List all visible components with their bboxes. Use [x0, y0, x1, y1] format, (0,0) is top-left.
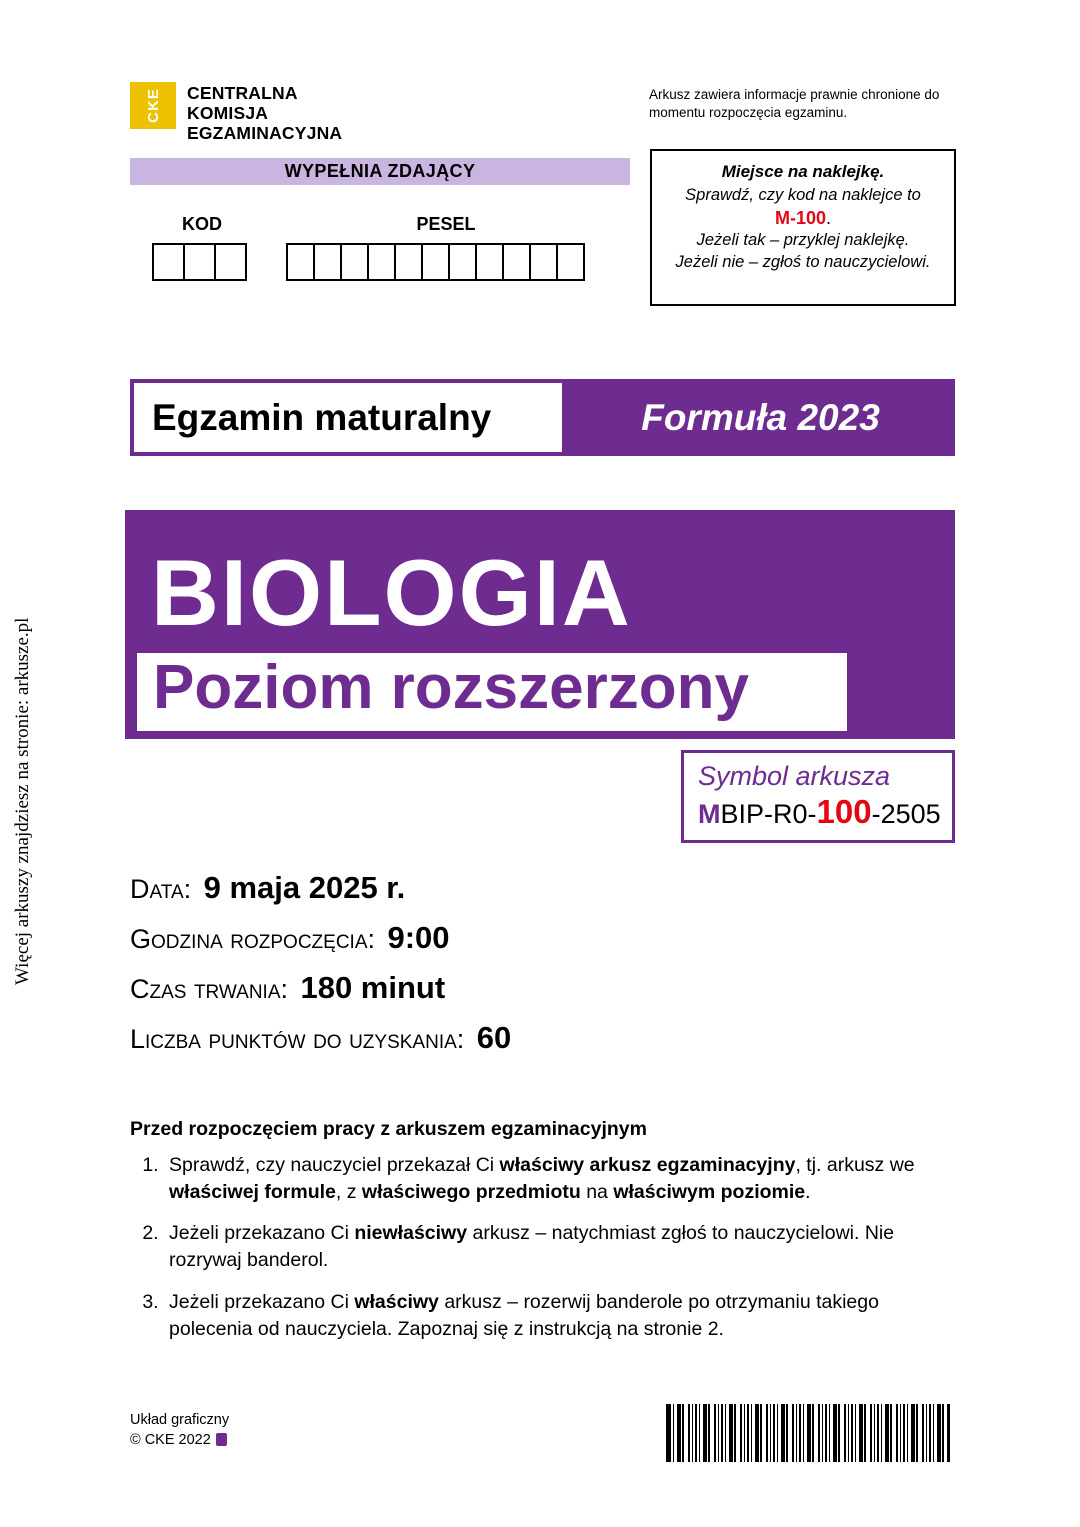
- sticker-title: Miejsce na naklejkę.: [721, 162, 885, 181]
- pesel-cell[interactable]: [421, 243, 450, 281]
- subject-title: BIOLOGIA: [151, 540, 632, 645]
- sticker-line-1: Sprawdź, czy kod na naklejce to: [685, 186, 921, 204]
- pesel-cell[interactable]: [502, 243, 531, 281]
- date-value: 9 maja 2025 r.: [203, 870, 406, 905]
- legal-notice: Arkusz zawiera informacje prawnie chronione do momentu rozpoczęcia egzaminu.: [649, 87, 940, 120]
- level-title: Poziom rozszerzony: [153, 653, 749, 723]
- symbol-code-suffix: -2505: [871, 799, 941, 829]
- instruction-item-1: 1. Sprawdź, czy nauczyciel przekazał Ci właściwy arkusz egzaminacyjny, tj. arkusz we właściwej formule, z właściwego przedmiotu na właściwym poziomie.: [164, 1152, 948, 1205]
- layout-credit-line-1: Układ graficzny: [130, 1412, 230, 1428]
- start-time-label: Godzina rozpoczęcia:: [130, 924, 376, 954]
- cke-logo-acronym: CKE: [144, 88, 162, 123]
- subject-block: [125, 510, 955, 739]
- instruction-item-3: 3. Jeżeli przekazano Ci właściwy arkusz – rozerwij banderole po otrzymaniu takiego polecenia od nauczyciela. Zapoznaj się z instrukcją na stronie 2.: [164, 1289, 948, 1342]
- sticker-line-3: Jeżeli nie – zgłoś to nauczycielowi.: [675, 252, 931, 271]
- instruction-item-2: 2. Jeżeli przekazano Ci niewłaściwy arkusz – natychmiast zgłoś to nauczycielowi. Nie rozrywaj banderol.: [164, 1220, 948, 1273]
- sticker-line-2: Jeżeli tak – przyklej naklejkę.: [696, 231, 910, 250]
- layout-credit: [130, 1410, 229, 1451]
- pesel-cell[interactable]: [394, 243, 423, 281]
- exam-title: Egzamin maturalny: [130, 379, 566, 456]
- duration-label: Czas trwania:: [130, 974, 289, 1004]
- duration-value: 180 minut: [300, 970, 446, 1005]
- org-line-3: EGZAMINACYJNA: [187, 123, 343, 144]
- start-time-value: 9:00: [387, 920, 450, 955]
- instructions-list: [130, 1152, 948, 1357]
- pesel-cells: [286, 243, 585, 281]
- detail-row-start-time: [130, 920, 511, 956]
- pesel-cell[interactable]: [556, 243, 585, 281]
- symbol-label: Symbol arkusza: [698, 761, 891, 791]
- pesel-cell[interactable]: [286, 243, 315, 281]
- kod-cells: [152, 243, 247, 281]
- pesel-cell[interactable]: [448, 243, 477, 281]
- date-label: Data:: [130, 874, 192, 904]
- pesel-cell[interactable]: [367, 243, 396, 281]
- org-line-1: CENTRALNA: [187, 83, 298, 103]
- pesel-cell[interactable]: [475, 243, 504, 281]
- points-label: Liczba punktów do uzyskania:: [130, 1024, 465, 1054]
- level-box: [137, 653, 847, 731]
- kod-cell[interactable]: [183, 243, 216, 281]
- barcode: [666, 1404, 950, 1462]
- kod-cell[interactable]: [152, 243, 185, 281]
- exam-details: [130, 870, 511, 1070]
- sticker-box: [650, 149, 956, 306]
- org-line-2: KOMISJA: [187, 103, 269, 124]
- pesel-cell[interactable]: [529, 243, 558, 281]
- detail-row-points: [130, 1020, 511, 1056]
- symbol-box: [681, 750, 955, 843]
- sticker-code: M-100: [774, 207, 826, 228]
- sticker-code-line: [664, 207, 942, 230]
- symbol-code-mid: BIP-R0-: [720, 799, 817, 829]
- cke-mark-icon: [216, 1433, 227, 1446]
- sticker-code-suffix: .: [826, 207, 832, 228]
- symbol-code: [698, 793, 952, 831]
- formula-badge: Formuła 2023: [566, 379, 955, 456]
- pesel-cell[interactable]: [340, 243, 369, 281]
- layout-credit-line-2: [130, 1430, 229, 1450]
- detail-row-date: [130, 870, 511, 906]
- kod-cell[interactable]: [214, 243, 247, 281]
- symbol-code-number: 100: [816, 793, 872, 830]
- organization-name: [187, 82, 342, 143]
- instructions-heading: Przed rozpoczęciem pracy z arkuszem egzaminacyjnym: [130, 1118, 647, 1140]
- exam-title-row: [130, 379, 955, 456]
- cke-logo-icon: [130, 82, 176, 129]
- vertical-side-note: Więcej arkuszy znajdziesz na stronie: arkusze.pl: [12, 617, 33, 985]
- kod-label: KOD: [182, 214, 222, 234]
- pesel-cell[interactable]: [313, 243, 342, 281]
- points-value: 60: [476, 1020, 512, 1055]
- pesel-label: PESEL: [416, 214, 476, 234]
- candidate-section-banner: WYPEŁNIA ZDAJĄCY: [130, 158, 630, 185]
- detail-row-duration: [130, 970, 511, 1006]
- symbol-code-m: M: [698, 799, 721, 829]
- cke-logo: [130, 82, 342, 143]
- copyright-text: © CKE 2022: [130, 1432, 211, 1449]
